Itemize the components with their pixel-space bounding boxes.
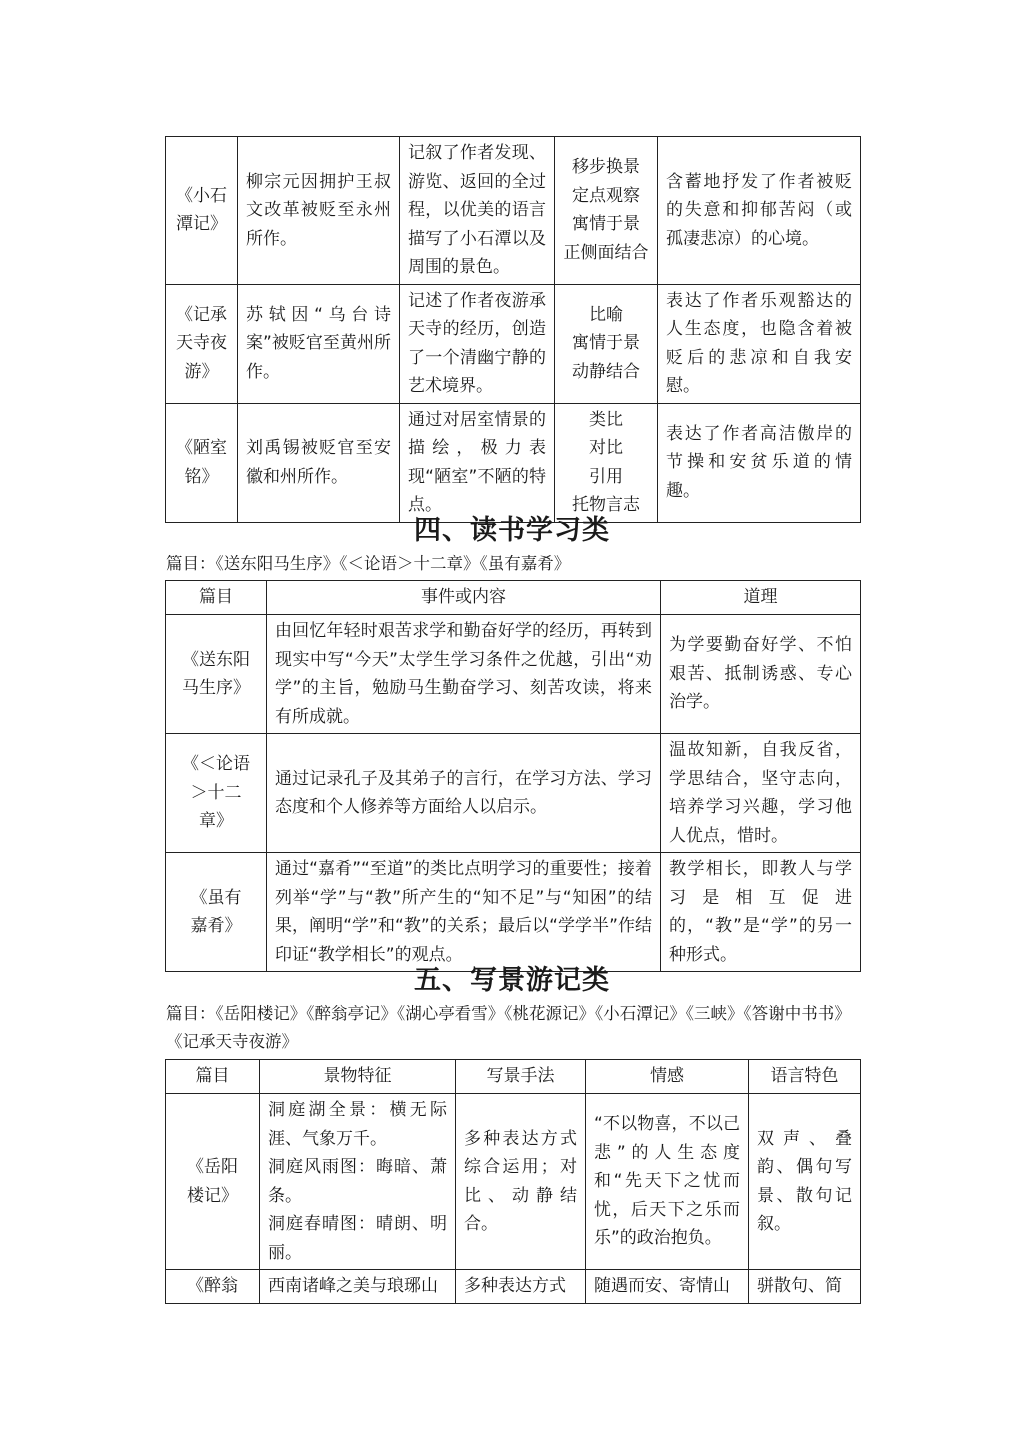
language-cell: 骈散句、简 <box>749 1270 861 1304</box>
content-cell: 由回忆年轻时艰苦求学和勤奋好学的经历，再转到现实中写“今天”太学生学习条件之优越，引出“劝学”的主旨，勉励马生勤奋学习、刻苦攻读，将来有所成就。 <box>267 615 661 734</box>
lesson-cell: 为学要勤奋好学、不怕艰苦、抵制诱惑、专心治学。 <box>661 615 861 734</box>
emotion-cell: “不以物喜，不以己悲”的人生态度和“先天下之忧而忧，后天下之乐而乐”的政治抱负。 <box>586 1094 749 1270</box>
essay-title: 《＜论语＞十二章》 <box>166 734 267 853</box>
lesson-cell: 温故知新，自我反省，学思结合，坚守志向，培养学习兴趣，学习他人优点，惜时。 <box>661 734 861 853</box>
column-header: 语言特色 <box>749 1060 861 1094</box>
features-cell: 洞庭湖全景：横无际涯、气象万千。 洞庭风雨图：晦暗、萧条。 洞庭春晴图：晴朗、明丽。 <box>260 1094 456 1270</box>
content-cell: 通过“嘉肴”“至道”的类比点明学习的重要性；接着列举“学”与“教”所产生的“知不足”与“知困”的结果，阐明“学”和“教”的关系；最后以“学学半”作结印证“教学相长”的观点。 <box>267 853 661 972</box>
table-row <box>166 615 861 734</box>
language-cell: 双声、叠韵、偶句写景、散句记叙。 <box>749 1094 861 1270</box>
section-catalog: 篇目：《送东阳马生序》《＜论语＞十二章》《虽有嘉肴》 <box>166 554 571 573</box>
methods-cell: 多种表达方式 <box>456 1270 586 1304</box>
essay-title: 《小石潭记》 <box>166 137 238 285</box>
section-heading-reading: 四、读书学习类 <box>414 515 610 546</box>
essay-title: 《岳阳楼记》 <box>166 1094 260 1270</box>
essay-title: 《醉翁 <box>166 1270 260 1304</box>
table-row <box>166 853 861 972</box>
content-cell: 记述了作者夜游承天寺的经历，创造了一个清幽宁静的艺术境界。 <box>400 284 555 403</box>
column-header: 景物特征 <box>260 1060 456 1094</box>
emotion-cell: 含蓄地抒发了作者被贬的失意和抑郁苦闷（或孤凄悲凉）的心境。 <box>658 137 861 285</box>
content-cell: 通过对居室情景的描绘，极力表现“陋室”不陋的特点。 <box>400 403 555 522</box>
table-header-row <box>166 1060 861 1094</box>
essay-title: 《虽有嘉肴》 <box>166 853 267 972</box>
column-header: 篇目 <box>166 581 267 615</box>
table-continued <box>165 136 861 523</box>
column-header: 篇目 <box>166 1060 260 1094</box>
column-header: 道理 <box>661 581 861 615</box>
methods-cell: 多种表达方式综合运用；对比、动静结合。 <box>456 1094 586 1270</box>
essay-title: 《送东阳马生序》 <box>166 615 267 734</box>
emotion-cell: 表达了作者乐观豁达的人生态度，也隐含着被贬后的悲凉和自我安慰。 <box>658 284 861 403</box>
table-row <box>166 1270 861 1304</box>
technique-cell: 移步换景 定点观察 寓情于景 正侧面结合 <box>555 137 658 285</box>
background-cell: 刘禹锡被贬官至安徽和州所作。 <box>238 403 400 522</box>
table-row <box>166 403 861 522</box>
section-heading-travel: 五、写景游记类 <box>414 965 610 996</box>
column-header: 情感 <box>586 1060 749 1094</box>
essay-title: 《记承天寺夜游》 <box>166 284 238 403</box>
column-header: 事件或内容 <box>267 581 661 615</box>
content-cell: 记叙了作者发现、游览、返回的全过程，以优美的语言描写了小石潭以及周围的景色。 <box>400 137 555 285</box>
table-row <box>166 734 861 853</box>
reading-table <box>165 580 861 972</box>
content-cell: 通过记录孔子及其弟子的言行，在学习方法、学习态度和个人修养等方面给人以启示。 <box>267 734 661 853</box>
table-row <box>166 284 861 403</box>
lesson-cell: 教学相长，即教人与学习是相互促进的，“教”是“学”的另一种形式。 <box>661 853 861 972</box>
technique-cell: 比喻 寓情于景 动静结合 <box>555 284 658 403</box>
table-row <box>166 1094 861 1270</box>
column-header: 写景手法 <box>456 1060 586 1094</box>
essay-title: 《陋室铭》 <box>166 403 238 522</box>
travel-table <box>165 1059 861 1304</box>
technique-cell: 类比 对比 引用 托物言志 <box>555 403 658 522</box>
emotion-cell: 表达了作者高洁傲岸的节操和安贫乐道的情趣。 <box>658 403 861 522</box>
background-cell: 柳宗元因拥护王叔文改革被贬至永州所作。 <box>238 137 400 285</box>
section-catalog: 篇目：《岳阳楼记》《醉翁亭记》《湖心亭看雪》《桃花源记》《小石潭记》《三峡》《答谢中书书》《记承天寺夜游》 <box>166 1004 851 1051</box>
table-header-row <box>166 581 861 615</box>
table-row <box>166 137 861 285</box>
background-cell: 苏轼因“乌台诗案”被贬官至黄州所作。 <box>238 284 400 403</box>
emotion-cell: 随遇而安、寄情山 <box>586 1270 749 1304</box>
features-cell: 西南诸峰之美与琅琊山 <box>260 1270 456 1304</box>
